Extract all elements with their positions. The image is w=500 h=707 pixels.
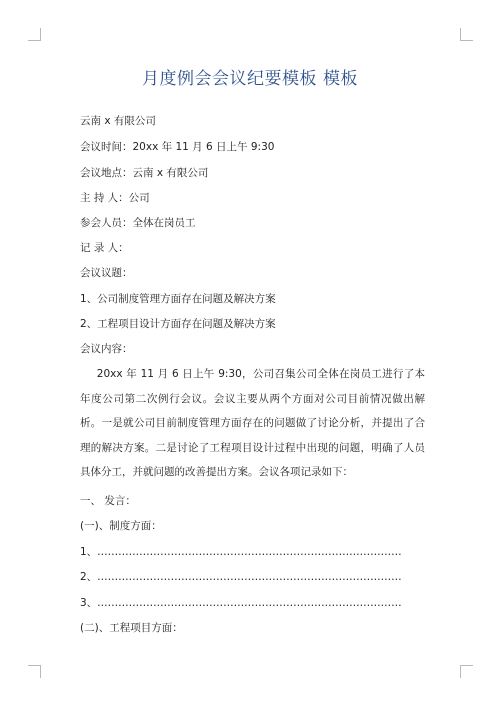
crop-mark-top-left: [28, 28, 41, 41]
subsection-policy: (一)、制度方面：: [80, 520, 162, 532]
list-item-2: 2、……………………………………………………………………………: [80, 571, 402, 583]
topics-label: 会议议题：: [80, 267, 133, 279]
topic-item-1: 1、公司制度管理方面存在问题及解决方案: [80, 293, 276, 305]
meeting-attendees: 参会人员：全体在岗员工: [80, 217, 196, 229]
content-label: 会议内容：: [80, 343, 133, 355]
crop-mark-bottom-left: [28, 665, 41, 678]
subsection-engineering: (二)、工程项目方面：: [80, 622, 183, 634]
section-speech: 一、 发言：: [80, 495, 136, 507]
meeting-time: 会议时间：20xx 年 11 月 6 日上午 9:30: [80, 141, 275, 153]
crop-mark-bottom-right: [460, 665, 473, 678]
document-title: 月度例会会议纪要模板 模板: [142, 69, 358, 89]
crop-mark-top-right: [460, 28, 473, 41]
list-item-3: 3、……………………………………………………………………………: [80, 597, 402, 609]
list-item-1: 1、……………………………………………………………………………: [80, 546, 402, 558]
meeting-recorder: 记 录 人：: [80, 242, 129, 254]
content-paragraph: 20xx 年 11 月 6 日上午 9:30，公司召集公司全体在岗员工进行了本年度公司第二次例行会议。会议主要从两个方面对公司目前情况做出解析。一是就公司目前制度管理方面存在的问题做了讨论分析，并提出了合理的解决方案。二是讨论了工程项目设计过程中出现的问题，明确了人员具体分工，并就问题的改善提出方案。会议各项记录如下：: [80, 368, 425, 478]
meeting-place: 会议地点：云南 x 有限公司: [80, 167, 209, 179]
topic-item-2: 2、工程项目设计方面存在问题及解决方案: [80, 318, 276, 330]
company-name: 云南 x 有限公司: [80, 115, 156, 127]
meeting-host: 主 持 人：公司: [80, 192, 150, 204]
